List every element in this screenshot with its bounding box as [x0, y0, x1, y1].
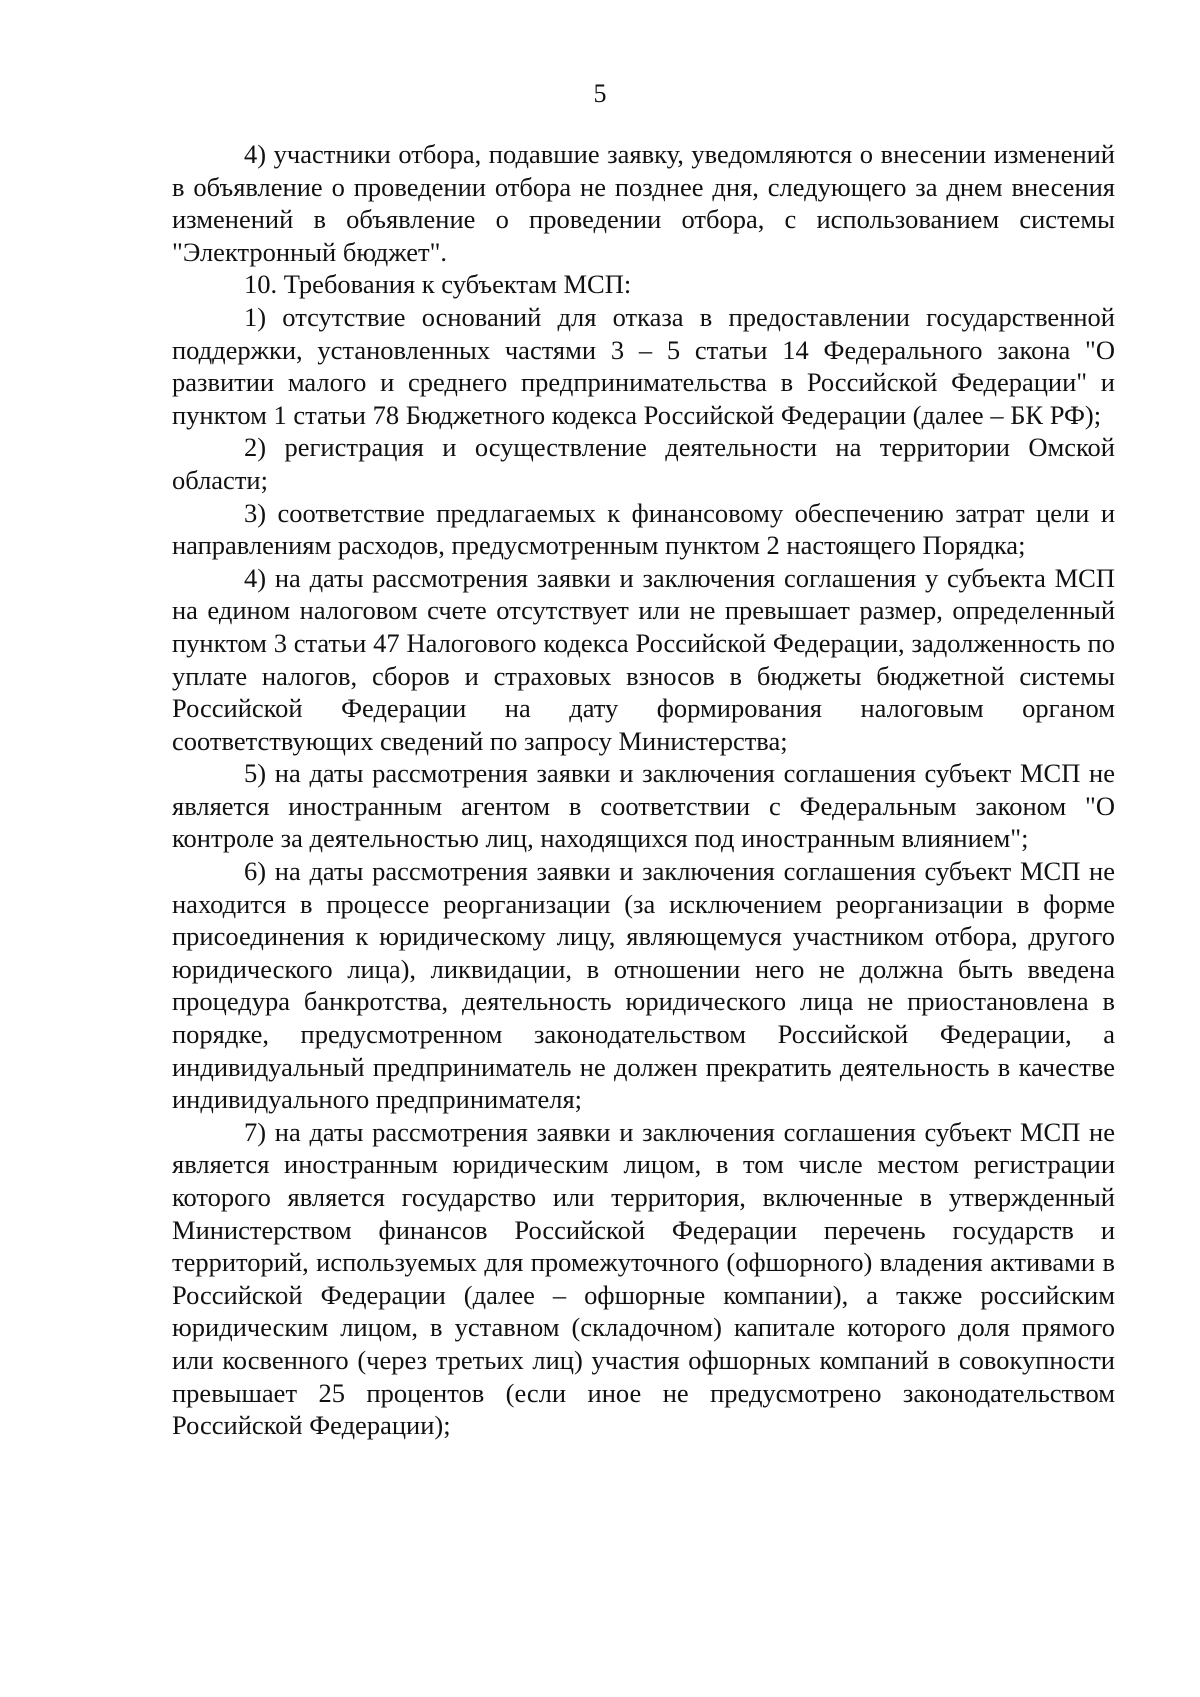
- requirement-5: 5) на даты рассмотрения заявки и заключения соглашения субъект МСП не является иностранным агентом в соответствии с Федеральным законом "О контроле за деятельностью лиц, находящихся под иностранным влиянием";: [172, 758, 1115, 854]
- requirement-7: 7) на даты рассмотрения заявки и заключения соглашения субъект МСП не является иностранным юридическим лицом, в том числе местом регистрации которого является государство или территория, включенные в утвержденный Министерством финансов Российской Федерации перечень государств и территорий, используемых для промежуточного (офшорного) владения активами в Российской Федерации (далее – офшорные компании), а также российским юридическим лицом, в уставном (складочном) капитале которого доля прямого или косвенного (через третьих лиц) участия офшорных компаний в совокупности превышает 25 процентов (если иное не предусмотрено законодательством Российской Федерации);: [172, 1116, 1115, 1441]
- document-body: [172, 138, 1115, 1442]
- requirement-1: 1) отсутствие оснований для отказа в предоставлении государственной поддержки, установленных частями 3 – 5 статьи 14 Федерального закона "О развитии малого и среднего предпринимательства в Российской Федерации" и пунктом 1 статьи 78 Бюджетного кодекса Российской Федерации (далее – БК РФ);: [172, 301, 1115, 430]
- paragraph-item-4-notification: 4) участники отбора, подавшие заявку, уведомляются о внесении изменений в объявление о проведении отбора не позднее дня, следующего за днем внесения изменений в объявление о проведении отбора, с использованием системы "Электронный бюджет".: [172, 139, 1115, 267]
- requirement-4: 4) на даты рассмотрения заявки и заключения соглашения у субъекта МСП на едином налоговом счете отсутствует или не превышает размер, определенный пунктом 3 статьи 47 Налогового кодекса Российской Федерации, задолженность по уплате налогов, сборов и страховых взносов в бюджеты бюджетной системы Российской Федерации на дату формирования налоговым органом соответствующих сведений по запросу Министерства;: [172, 562, 1115, 756]
- requirement-2: 2) регистрация и осуществление деятельности на территории Омской области;: [172, 432, 1115, 495]
- requirement-6: 6) на даты рассмотрения заявки и заключения соглашения субъект МСП не находится в процессе реорганизации (за исключением реорганизации в форме присоединения к юридическому лицу, являющемуся участником отбора, другого юридического лица), ликвидации, в отношении него не должна быть введена процедура банкротства, деятельность юридического лица не приостановлена в порядке, предусмотренном законодательством Российской Федерации, а индивидуальный предприниматель не должен прекратить деятельность в качестве индивидуального предпринимателя;: [172, 856, 1115, 1115]
- requirement-3: 3) соответствие предлагаемых к финансовому обеспечению затрат цели и направлениям расходов, предусмотренным пунктом 2 настоящего Порядка;: [172, 497, 1115, 561]
- page-number: 5: [593, 79, 607, 108]
- section-10-heading: 10. Требования к субъектам МСП:: [244, 269, 632, 300]
